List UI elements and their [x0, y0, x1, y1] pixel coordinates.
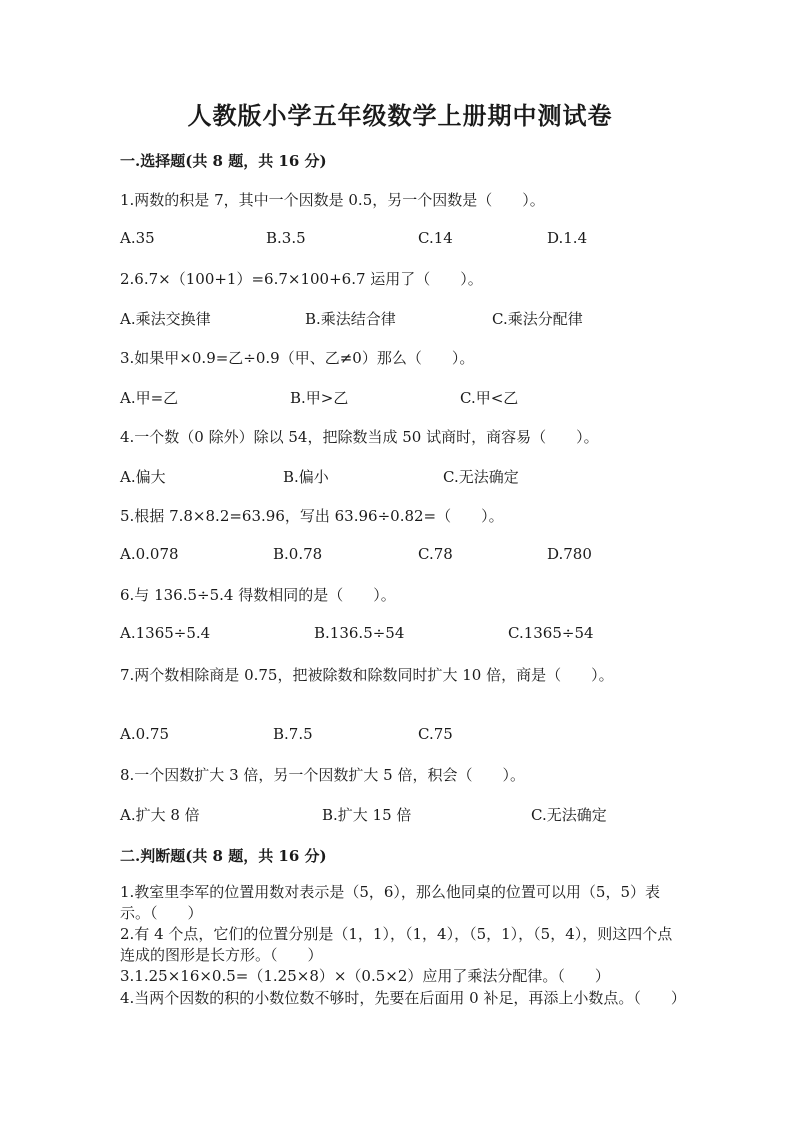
option-8a: A.扩大 8 倍: [120, 806, 200, 824]
option-5b: B.0.78: [273, 545, 323, 563]
section-heading-choice: 一.选择题(共 8 题，共 16 分): [120, 152, 327, 170]
question-2: 2.6.7×（100+1）=6.7×100+6.7 运用了（ ）。: [120, 270, 483, 288]
judge-question-3: 3.1.25×16×0.5=（1.25×8）×（0.5×2）应用了乘法分配律。（ ）: [120, 967, 610, 985]
question-1: 1.两数的积是 7，其中一个因数是 0.5，另一个因数是（ ）。: [120, 191, 545, 209]
judge-question-4: 4.当两个因数的积的小数位数不够时，先要在后面用 0 补足，再添上小数点。（ ）: [120, 989, 686, 1007]
option-5d: D.780: [547, 545, 592, 563]
option-7b: B.7.5: [273, 725, 313, 743]
option-7a: A.0.75: [120, 725, 169, 743]
option-5a: A.0.078: [120, 545, 179, 563]
option-4b: B.偏小: [283, 468, 329, 486]
option-2b: B.乘法结合律: [305, 310, 396, 328]
option-1d: D.1.4: [547, 229, 588, 247]
option-2a: A.乘法交换律: [120, 310, 211, 328]
question-5: 5.根据 7.8×8.2=63.96，写出 63.96÷0.82=（ ）。: [120, 507, 504, 525]
question-6: 6.与 136.5÷5.4 得数相同的是（ ）。: [120, 586, 396, 604]
judge-question-1: 1.教室里李军的位置用数对表示是（5，6），那么他同桌的位置可以用（5，5）表示。（ ）: [120, 883, 660, 922]
judge-question-2: 2.有 4 个点，它们的位置分别是（1，1），（1，4），（5，1），（5，4），则这四个点连成的图形是长方形。（ ）: [120, 925, 673, 964]
option-6a: A.1365÷5.4: [120, 624, 211, 642]
option-1b: B.3.5: [266, 229, 306, 247]
option-7c: C.75: [418, 725, 453, 743]
option-8c: C.无法确定: [531, 806, 607, 824]
option-8b: B.扩大 15 倍: [322, 806, 412, 824]
option-5c: C.78: [418, 545, 453, 563]
option-4a: A.偏大: [120, 468, 166, 486]
question-8: 8.一个因数扩大 3 倍，另一个因数扩大 5 倍，积会（ ）。: [120, 766, 525, 784]
option-6c: C.1365÷54: [508, 624, 594, 642]
option-1a: A.35: [120, 229, 155, 247]
question-3: 3.如果甲×0.9=乙÷0.9（甲、乙≠0）那么（ ）。: [120, 349, 475, 367]
option-6b: B.136.5÷54: [314, 624, 405, 642]
option-3a: A.甲=乙: [120, 389, 179, 407]
section-heading-judge: 二.判断题(共 8 题，共 16 分): [120, 847, 327, 865]
option-4c: C.无法确定: [443, 468, 519, 486]
page-title: 人教版小学五年级数学上册期中测试卷: [187, 101, 613, 130]
option-3b: B.甲>乙: [290, 389, 349, 407]
option-2c: C.乘法分配律: [492, 310, 583, 328]
option-3c: C.甲<乙: [460, 389, 519, 407]
option-1c: C.14: [418, 229, 453, 247]
question-4: 4.一个数（0 除外）除以 54，把除数当成 50 试商时，商容易（ ）。: [120, 428, 599, 446]
question-7: 7.两个数相除商是 0.75，把被除数和除数同时扩大 10 倍，商是（ ）。: [120, 666, 614, 684]
